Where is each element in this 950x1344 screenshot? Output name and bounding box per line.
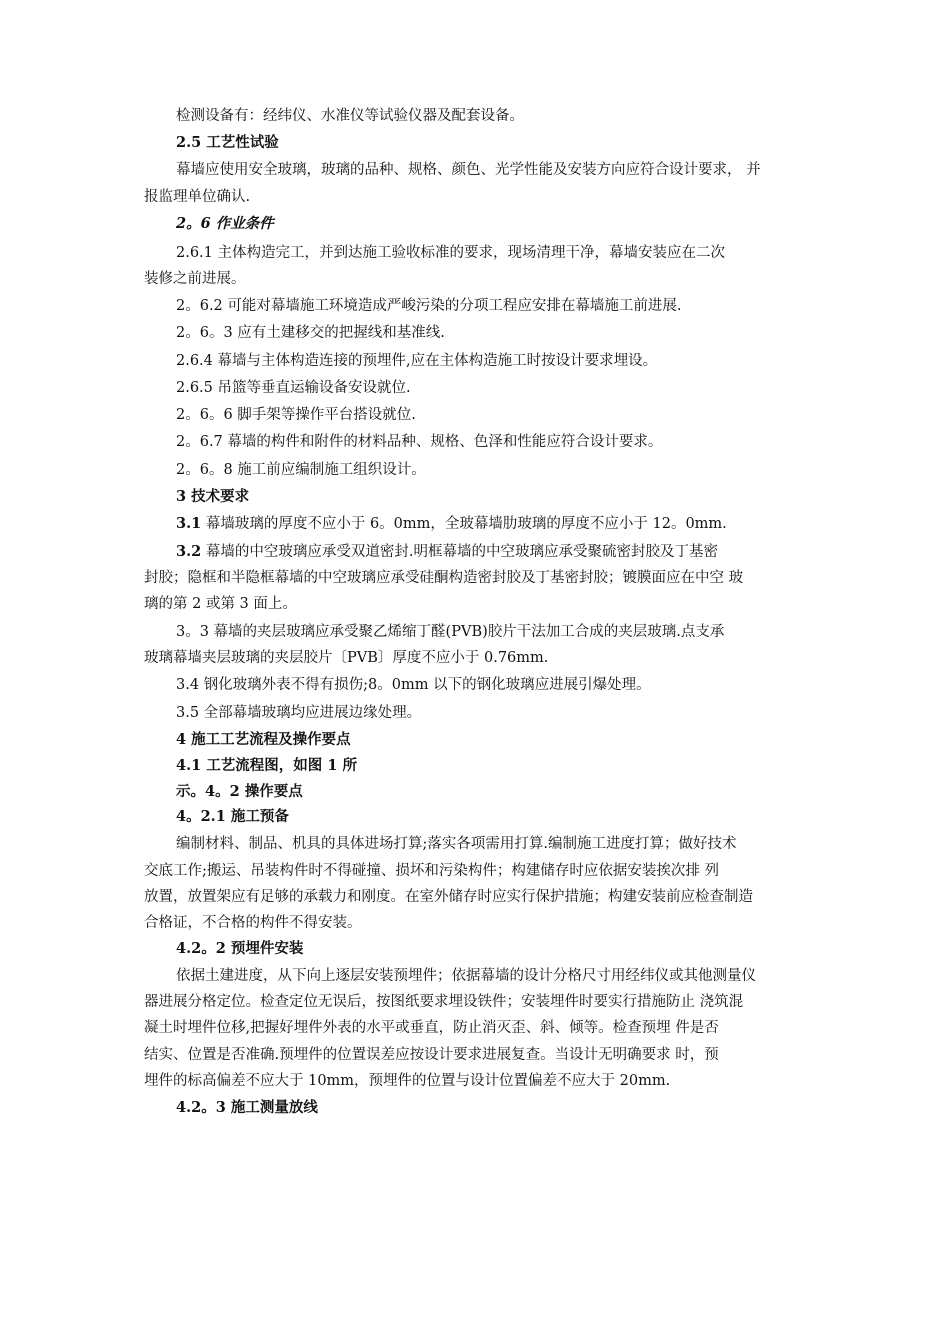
text-line: 依据土建进度，从下向上逐层安装预埋件；依据幕墙的设计分格尺寸用经纬仪或其他测量仪: [176, 968, 756, 984]
text-line: 2.6.1 主体构造完工，并到达施工验收标准的要求，现场清理干净，幕墙安装应在二次: [176, 245, 726, 261]
text-line: 封胶；隐框和半隐框幕墙的中空玻璃应承受硅酮构造密封胶及丁基密封胶；镀膜面应在中空 玻: [144, 570, 744, 586]
text-line: 幕墙应使用安全玻璃，玻璃的品种、规格、颜色、光学性能及安装方向应符合设计要求， 并: [176, 162, 761, 178]
text-line: 3.4 钢化玻璃外表不得有损伤;8。0mm 以下的钢化玻璃应进展引爆处理。: [176, 677, 651, 693]
text-line: 璃的第 2 或第 3 面上。: [144, 596, 297, 612]
text-line: 2.6.4 幕墙与主体构造连接的预埋件,应在主体构造施工时按设计要求埋设。: [176, 353, 658, 369]
text-line: 2。6。8 施工前应编制施工组织设计。: [176, 462, 426, 478]
section-heading-2-6: 2。6 作业条件: [176, 215, 274, 232]
section-heading-4-1: 4.1 工艺流程图，如图 1 所: [176, 757, 357, 774]
text-line: 编制材料、制品、机具的具体进场打算;落实各项需用打算.编制施工进度打算；做好技术: [176, 836, 737, 852]
section-heading-4-2-2: 4.2。2 预埋件安装: [176, 940, 304, 957]
section-heading-4: 4 施工工艺流程及操作要点: [176, 731, 351, 748]
text-line: 3。3 幕墙的夹层玻璃应承受聚乙烯缩丁醛(PVB)胶片干法加工合成的夹层玻璃.点支承: [176, 624, 725, 640]
text-line: 器进展分格定位。检查定位无误后，按图纸要求埋设铁件；安装埋件时要实行措施防止 浇筑混: [144, 994, 744, 1010]
section-heading-3: 3 技术要求: [176, 488, 250, 505]
section-heading-4-2-1: 4。2.1 施工预备: [176, 808, 289, 825]
section-heading-2-5: 2.5 工艺性试验: [176, 134, 279, 151]
text-line: 玻璃幕墙夹层玻璃的夹层胶片〔PVB〕厚度不应小于 0.76mm.: [144, 650, 549, 666]
text-line: 2.6.5 吊篮等垂直运输设备安设就位.: [176, 380, 411, 396]
text-line: 3.5 全部幕墙玻璃均应进展边缘处理。: [176, 705, 422, 721]
text-line: 3.2 幕墙的中空玻璃应承受双道密封.明框幕墙的中空玻璃应承受聚硫密封胶及丁基密: [176, 543, 718, 560]
text-line: 装修之前进展。: [144, 271, 246, 287]
section-heading-4-2: 示。4。2 操作要点: [176, 783, 303, 800]
text-line: 2。6.7 幕墙的构件和附件的材料品种、规格、色泽和性能应符合设计要求。: [176, 434, 663, 450]
text-line: 3.1 幕墙玻璃的厚度不应小于 6。0mm，全玻幕墙肋玻璃的厚度不应小于 12。0mm.: [176, 515, 727, 532]
text-line: 2。6.2 可能对幕墙施工环境造成严峻污染的分项工程应安排在幕墙施工前进展.: [176, 298, 682, 314]
text-line: 结实、位置是否准确.预埋件的位置误差应按设计要求进展复查。当设计无明确要求 时，预: [144, 1047, 719, 1063]
text-line: 埋件的标高偏差不应大于 10mm，预埋件的位置与设计位置偏差不应大于 20mm.: [144, 1073, 671, 1089]
section-heading-4-2-3: 4.2。3 施工测量放线: [176, 1099, 318, 1116]
text-line: 2。6。3 应有土建移交的把握线和基准线.: [176, 325, 445, 341]
text-line: 2。6。6 脚手架等操作平台搭设就位.: [176, 407, 416, 423]
text-line: 合格证，不合格的构件不得安装。: [144, 915, 362, 931]
text-line: 放置，放置架应有足够的承载力和刚度。在室外储存时应实行保护措施；构建安装前应检查制造: [144, 889, 753, 905]
text-line: 交底工作;搬运、吊装构件时不得碰撞、损坏和污染构件；构建储存时应依据安装挨次排 列: [144, 863, 719, 879]
text-line: 报监理单位确认.: [144, 189, 251, 205]
text-line: 检测设备有：经纬仪、水准仪等试验仪器及配套设备。: [176, 108, 524, 124]
text-line: 凝土时埋件位移,把握好埋件外表的水平或垂直，防止消灭歪、斜、倾等。检查预埋 件是否: [144, 1020, 719, 1036]
